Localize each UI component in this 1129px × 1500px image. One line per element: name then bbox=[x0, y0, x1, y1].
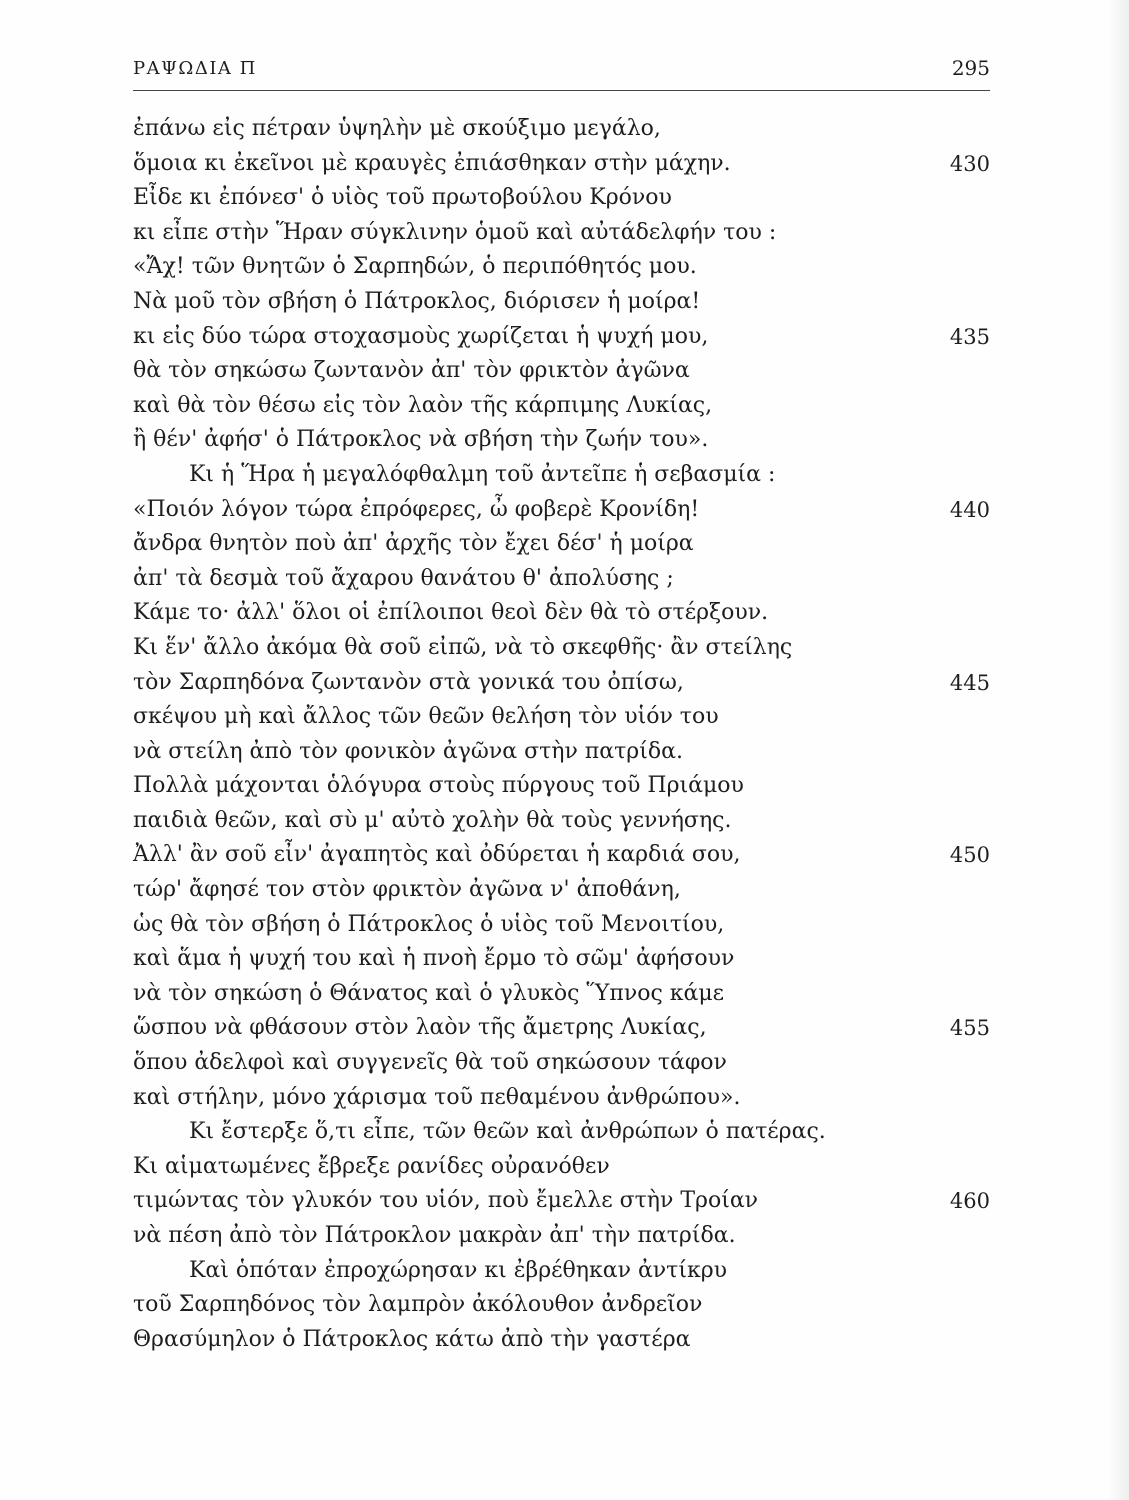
verse-line bbox=[133, 1184, 990, 1219]
verse-text: ἢ θέν' ἀφήσ' ὁ Πάτροκλος νὰ σβήση τὴν ζωήν του». bbox=[133, 427, 709, 453]
verse-text: τοῦ Σαρπηδόνος τὸν λαμπρὸν ἀκόλουθον ἀνδρεῖον bbox=[133, 1292, 703, 1318]
verse-line bbox=[133, 1115, 990, 1150]
line-number: 440 bbox=[949, 497, 990, 522]
verse-line bbox=[133, 1150, 990, 1185]
verse-text: καὶ στήλην, μόνο χάρισμα τοῦ πεθαμένου ἀνθρώπου». bbox=[133, 1084, 741, 1110]
line-number: 445 bbox=[949, 670, 990, 695]
page-edge-shadow bbox=[1107, 0, 1129, 1500]
verse-text: καὶ ἅμα ἡ ψυχή του καὶ ἡ πνοὴ ἔρμο τὸ σῶμ' ἀφήσουν bbox=[133, 946, 735, 972]
page-number: 295 bbox=[951, 56, 990, 80]
verse-text: ἐπάνω εἰς πέτραν ὑψηλὴν μὲ σκούξιμο μεγάλο, bbox=[133, 116, 661, 141]
verse-text: τώρ' ἄφησέ τον στὸν φρικτὸν ἀγῶνα ν' ἀποθάνη, bbox=[133, 877, 681, 903]
verse-line bbox=[133, 1081, 990, 1116]
verse-line bbox=[133, 458, 990, 493]
verse-line bbox=[133, 769, 990, 804]
verse-line bbox=[133, 285, 990, 320]
verse-text: Κάμε το· ἀλλ' ὅλοι οἱ ἐπίλοιποι θεοὶ δὲν θὰ τὸ στέρξουν. bbox=[133, 600, 769, 626]
verse-line bbox=[133, 838, 990, 873]
verse-text: τιμώντας τὸν γλυκόν του υἱόν, ποὺ ἔμελλε στὴν Τροίαν bbox=[133, 1188, 759, 1214]
verse-text: Κι αἱματωμένες ἔβρεξε ρανίδες οὐρανόθεν bbox=[133, 1153, 610, 1179]
verse-text: ἀπ' τὰ δεσμὰ τοῦ ἄχαρου θανάτου θ' ἀπολύσης ; bbox=[133, 565, 674, 591]
verse-text: Ἀλλ' ἂν σοῦ εἶν' ἀγαπητὸς καὶ ὀδύρεται ἡ καρδιά σου, bbox=[133, 842, 741, 868]
verse-text: κι εἰς δύο τώρα στοχασμοὺς χωρίζεται ἡ ψυχή μου, bbox=[133, 323, 709, 349]
verse-line bbox=[133, 181, 990, 216]
page-header bbox=[133, 50, 990, 91]
verse-text: ὡς θὰ τὸν σβήση ὁ Πάτροκλος ὁ υἱὸς τοῦ Μενοιτίου, bbox=[133, 911, 725, 937]
verse-line bbox=[133, 1323, 990, 1358]
verse-text: νὰ στείλη ἀπὸ τὸν φονικὸν ἀγῶνα στὴν πατρίδα. bbox=[133, 738, 683, 764]
verse-line bbox=[133, 804, 990, 839]
verse-line bbox=[133, 250, 990, 285]
verse-text: Πολλὰ μάχονται ὁλόγυρα στοὺς πύργους τοῦ Πριάμου bbox=[133, 773, 744, 799]
verse-line bbox=[133, 1254, 990, 1289]
verse-line bbox=[133, 1011, 990, 1046]
verse-line bbox=[133, 631, 990, 666]
verse-text: ἄνδρα θνητὸν ποὺ ἀπ' ἀρχῆς τὸν ἔχει δέσ' ἡ μοίρα bbox=[133, 531, 694, 557]
verse-line bbox=[133, 735, 990, 770]
verse-text: ὥσπου νὰ φθάσουν στὸν λαὸν τῆς ἄμετρης Λυκίας, bbox=[133, 1015, 707, 1041]
verse-text: Νὰ μοῦ τὸν σβήση ὁ Πάτροκλος, διόρισεν ἡ μοίρα! bbox=[133, 288, 701, 314]
verse-line bbox=[133, 389, 990, 424]
verse-line bbox=[133, 147, 990, 182]
verse-text: Κι ἡ Ἥρα ἡ μεγαλόφθαλμη τοῦ ἀντεῖπε ἡ σεβασμία : bbox=[189, 461, 776, 487]
verse-line bbox=[133, 354, 990, 389]
verse-text: ὅμοια κι ἐκεῖνοι μὲ κραυγὲς ἐπιάσθηκαν στὴν μάχην. bbox=[133, 150, 731, 176]
line-number: 455 bbox=[949, 1016, 990, 1041]
verse-line bbox=[133, 562, 990, 597]
verse-text: «Ἄχ! τῶν θνητῶν ὁ Σαρπηδών, ὁ περιπόθητός μου. bbox=[133, 254, 697, 280]
verse-text: νὰ πέση ἀπὸ τὸν Πάτροκλον μακρὰν ἀπ' τὴν πατρίδα. bbox=[133, 1223, 736, 1248]
verse-line bbox=[133, 320, 990, 355]
line-number: 430 bbox=[949, 151, 990, 176]
verse-text: θὰ τὸν σηκώσω ζωντανὸν ἀπ' τὸν φρικτὸν ἀγῶνα bbox=[133, 358, 690, 384]
line-number: 460 bbox=[949, 1189, 990, 1214]
verse-text: Εἶδε κι ἐπόνεσ' ὁ υἱὸς τοῦ πρωτοβούλου Κρόνου bbox=[133, 185, 672, 211]
verse-text: Κι ἔστερξε ὅ,τι εἶπε, τῶν θεῶν καὶ ἀνθρώπων ὁ πατέρας. bbox=[189, 1119, 826, 1145]
verse-line bbox=[133, 527, 990, 562]
verse-line bbox=[133, 112, 990, 147]
verse-line bbox=[133, 942, 990, 977]
verse-text: καὶ θὰ τὸν θέσω εἰς τὸν λαὸν τῆς κάρπιμης Λυκίας, bbox=[133, 392, 713, 418]
verse-text: τὸν Σαρπηδόνα ζωντανὸν στὰ γονικά του ὀπίσω, bbox=[133, 669, 684, 695]
line-number: 450 bbox=[949, 843, 990, 868]
running-head: ΡΑΨΩΔΙΑ Π bbox=[133, 58, 257, 79]
verse-line bbox=[133, 873, 990, 908]
verse-line bbox=[133, 1046, 990, 1081]
verse-line bbox=[133, 908, 990, 943]
verse-line bbox=[133, 493, 990, 528]
verse-text: νὰ τὸν σηκώση ὁ Θάνατος καὶ ὁ γλυκὸς Ὕπνος κάμε bbox=[133, 980, 725, 1006]
line-number: 435 bbox=[949, 324, 990, 349]
verse-text: παιδιὰ θεῶν, καὶ σὺ μ' αὐτὸ χολὴν θὰ τοὺς γεννήσης. bbox=[133, 807, 732, 833]
verse-block bbox=[133, 112, 990, 1357]
verse-line bbox=[133, 423, 990, 458]
verse-line bbox=[133, 700, 990, 735]
verse-text: κι εἶπε στὴν Ἥραν σύγκλινην ὁμοῦ καὶ αὐτάδελφήν του : bbox=[133, 219, 777, 245]
verse-line bbox=[133, 1219, 990, 1254]
verse-line bbox=[133, 977, 990, 1012]
verse-line bbox=[133, 216, 990, 251]
verse-text: Καὶ ὁπόταν ἐπροχώρησαν κι ἐβρέθηκαν ἀντίκρυ bbox=[189, 1257, 728, 1283]
verse-text: ὅπου ἀδελφοὶ καὶ συγγενεῖς θὰ τοῦ σηκώσουν τάφον bbox=[133, 1050, 727, 1076]
verse-text: σκέψου μὴ καὶ ἄλλος τῶν θεῶν θελήση τὸν υἱόν του bbox=[133, 704, 719, 730]
verse-line bbox=[133, 666, 990, 701]
verse-line bbox=[133, 1288, 990, 1323]
verse-line bbox=[133, 596, 990, 631]
verse-text: Θρασύμηλον ὁ Πάτροκλος κάτω ἀπὸ τὴν γαστέρα bbox=[133, 1326, 691, 1352]
verse-text: Κι ἕν' ἄλλο ἀκόμα θὰ σοῦ εἰπῶ, νὰ τὸ σκεφθῆς· ἂν στείλης bbox=[133, 634, 793, 660]
verse-text: «Ποιόν λόγον τώρα ἐπρόφερες, ὦ φοβερὲ Κρονίδη! bbox=[133, 496, 700, 522]
